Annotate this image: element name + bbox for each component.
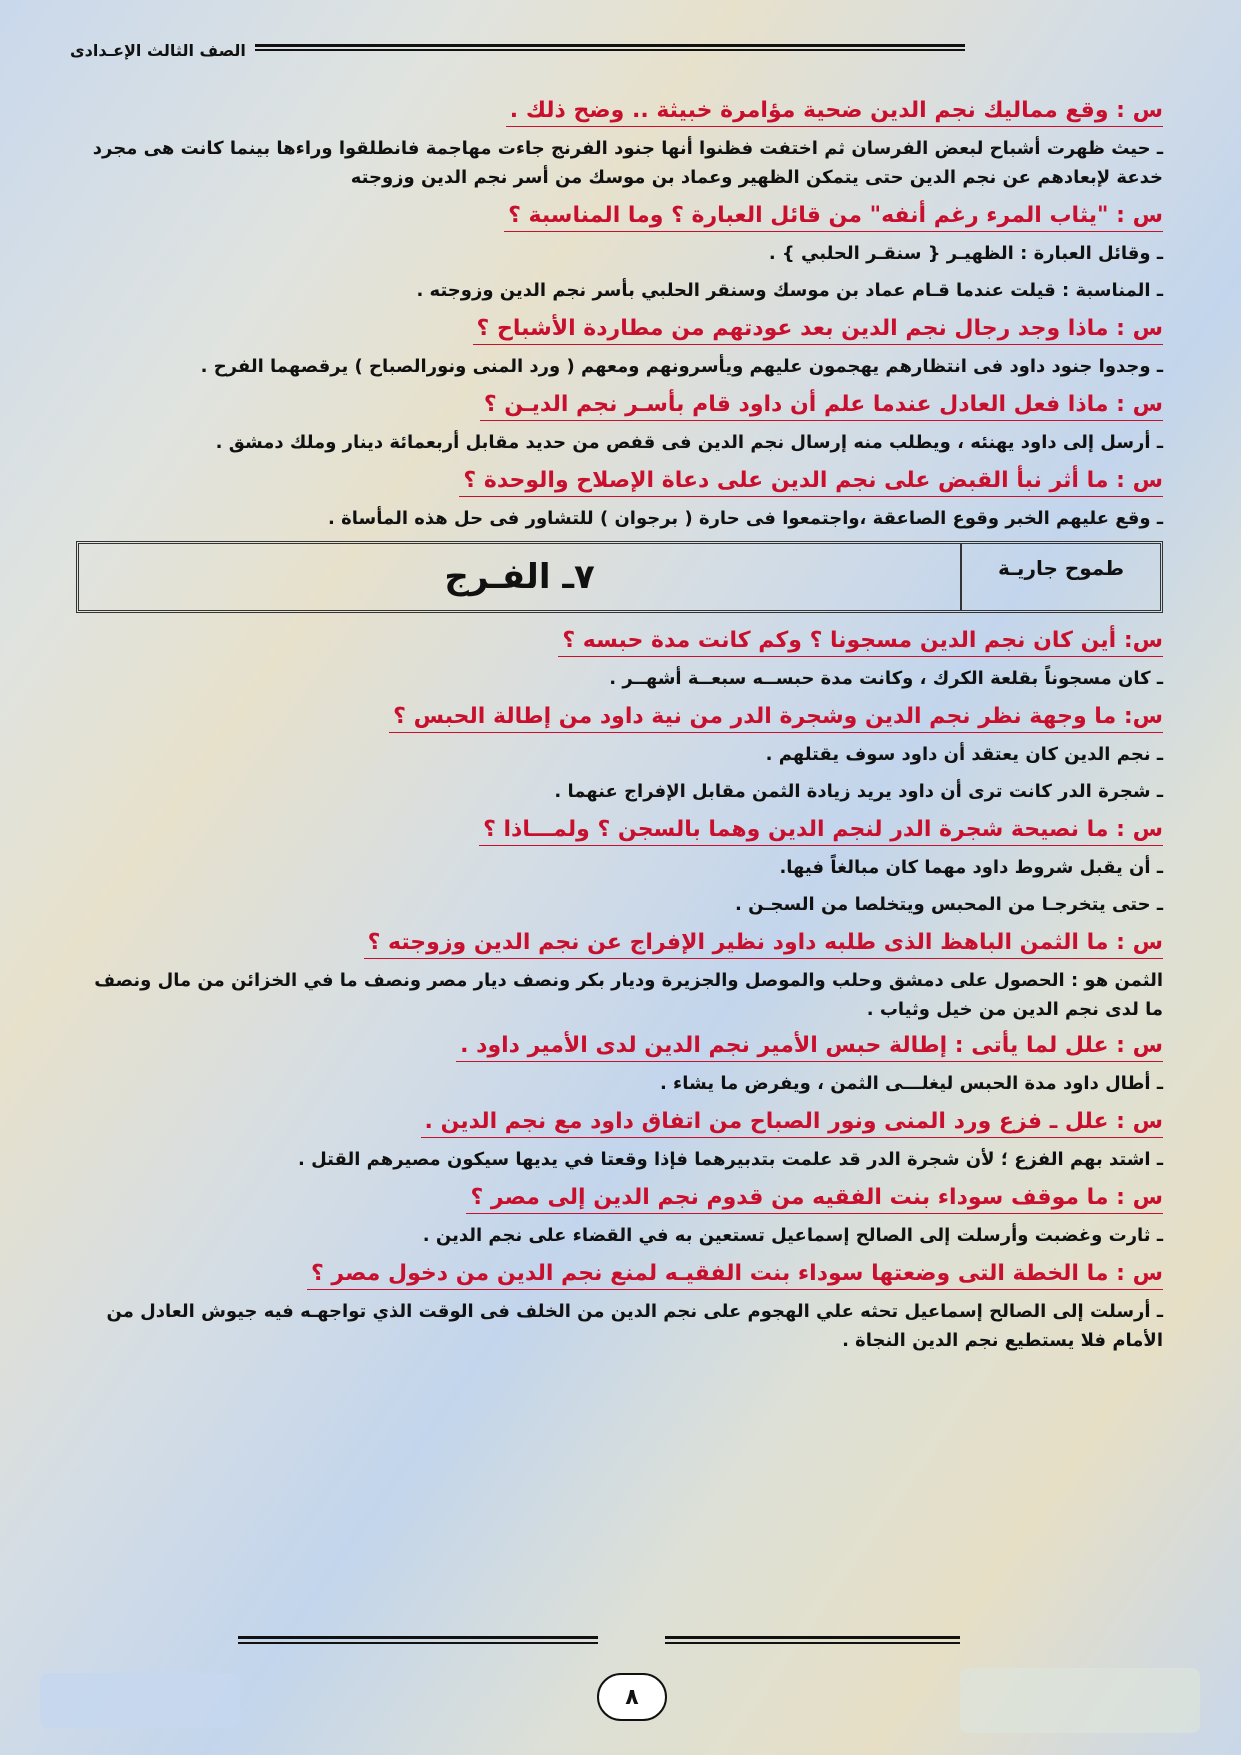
footer-decoration-left	[40, 1673, 240, 1728]
question-heading: س : "يثاب المرء رغم أنفه" من قائل العبارة ؟ وما المناسبة ؟	[504, 200, 1163, 232]
footer-decoration-right	[960, 1668, 1200, 1733]
answer-text: ـ شجرة الدر كانت ترى أن داود يريد زيادة الثمن مقابل الإفراج عنهما .	[554, 781, 1163, 802]
book-title: طموح جاريـة	[960, 544, 1160, 610]
answer-text: ـ وجدوا جنود داود فى انتظارهم يهجمون عليهم ويأسرونهم ومعهم ( ورد المنى ونورالصباح ) يرقصهما الفرح .	[200, 356, 1163, 377]
answer-text: ـ ثارت وغضبت وأرسلت إلى الصالح إسماعيل تستعين به في القضاء على نجم الدين .	[422, 1225, 1163, 1246]
lesson-header-box	[76, 541, 1163, 613]
question-heading: س : ما الخطة التى وضعتها سوداء بنت الفقيـه لمنع نجم الدين من دخول مصر ؟	[307, 1258, 1163, 1290]
answer-text: ـ نجم الدين كان يعتقد أن داود سوف يقتلهم .	[765, 744, 1163, 765]
question-heading: س : ما الثمن الباهظ الذى طلبه داود نظير الإفراج عن نجم الدين وزوجته ؟	[364, 927, 1163, 959]
answer-text: ـ أطال داود مدة الحبس ليغلـــى الثمن ، ويفرض ما يشاء .	[659, 1073, 1163, 1094]
answer-text: ـ كان مسجوناً بقلعة الكرك ، وكانت مدة حبســه سبعــة أشهــر .	[609, 668, 1163, 689]
answer-text: ـ حتى يتخرجـا من المحبس ويتخلصا من السجـن .	[735, 894, 1163, 915]
answer-text: ـ وقائل العبارة : الظهيـر { سنقـر الحلبي } .	[768, 243, 1163, 264]
question-heading: س : علل لما يأتى : إطالة حبس الأمير نجم الدين لدى الأمير داود .	[456, 1030, 1163, 1062]
question-heading: س : ماذا فعل العادل عندما علم أن داود قام بأسـر نجم الديـن ؟	[480, 389, 1163, 421]
answer-text: ـ أرسلت إلى الصالح إسماعيل تحثه علي الهجوم على نجم الدين من الخلف فى الوقت الذي تواجهـه فيه جيوش العادل من الأمام فلا يستطيع نجم الدين النجاة .	[106, 1301, 1163, 1351]
question-heading: س: ما وجهة نظر نجم الدين وشجرة الدر من نية داود من إطالة الحبس ؟	[389, 701, 1163, 733]
page-content	[78, 95, 1163, 1361]
answer-text: ـ أن يقبل شروط داود مهما كان مبالغاً فيها.	[779, 857, 1163, 878]
answer-text: الثمن هو : الحصول على دمشق وحلب والموصل والجزيرة وديار بكر ونصف ديار مصر ونصف ما في الخزائن من مال ونصف ما لدى نجم الدين من خيل وثياب .	[94, 970, 1163, 1020]
lesson-title: ٧ـ الفـرج	[444, 557, 595, 597]
answer-text: ـ أرسل إلى داود يهنئه ، ويطلب منه إرسال نجم الدين فى قفص من حديد مقابل أربعمائة دينار وملك دمشق .	[215, 432, 1163, 453]
header-title: الصف الثالث الإعـدادى	[70, 41, 246, 60]
question-heading: س : علل ـ فزع ورد المنى ونور الصباح من اتفاق داود مع نجم الدين .	[421, 1106, 1163, 1138]
question-heading: س : وقع مماليك نجم الدين ضحية مؤامرة خبيثة .. وضح ذلك .	[506, 95, 1163, 127]
page-number: ٨	[597, 1673, 667, 1721]
answer-text: ـ اشتد بهم الفزع ؛ لأن شجرة الدر قد علمت بتدبيرهما فإذا وقعتا في يديها سيكون مصيرهم القتل .	[298, 1149, 1163, 1170]
question-heading: س : ماذا وجد رجال نجم الدين بعد عودتهم من مطاردة الأشباح ؟	[473, 313, 1163, 345]
question-heading: س : ما أثر نبأ القبض على نجم الدين على دعاة الإصلاح والوحدة ؟	[459, 465, 1163, 497]
answer-text: ـ المناسبة : قيلت عندما قـام عماد بن موسك وسنقر الحلبي بأسر نجم الدين وزوجته .	[416, 280, 1163, 301]
footer-divider-left	[238, 1636, 598, 1644]
question-heading: س: أين كان نجم الدين مسجونا ؟ وكم كانت مدة حبسه ؟	[558, 625, 1163, 657]
answer-text: ـ حيث ظهرت أشباح لبعض الفرسان ثم اختفت فظنوا أنها جنود الفرنج جاءت مهاجمة فانطلقوا وراءها بينما كانت هى مجرد خدعة لإبعادهم عن نجم الدين حتى يتمكن الظهير وعماد بن موسك من أسر نجم الدين وزوجته	[92, 138, 1163, 188]
footer-divider-right	[665, 1636, 960, 1644]
question-heading: س : ما موقف سوداء بنت الفقيه من قدوم نجم الدين إلى مصر ؟	[466, 1182, 1163, 1214]
answer-text: ـ وقع عليهم الخبر وقوع الصاعقة ،واجتمعوا فى حارة ( برجوان ) للتشاور فى حل هذه المأساة .	[328, 508, 1163, 529]
header-divider	[255, 44, 965, 51]
question-heading: س : ما نصيحة شجرة الدر لنجم الدين وهما بالسجن ؟ ولمـــاذا ؟	[479, 814, 1163, 846]
